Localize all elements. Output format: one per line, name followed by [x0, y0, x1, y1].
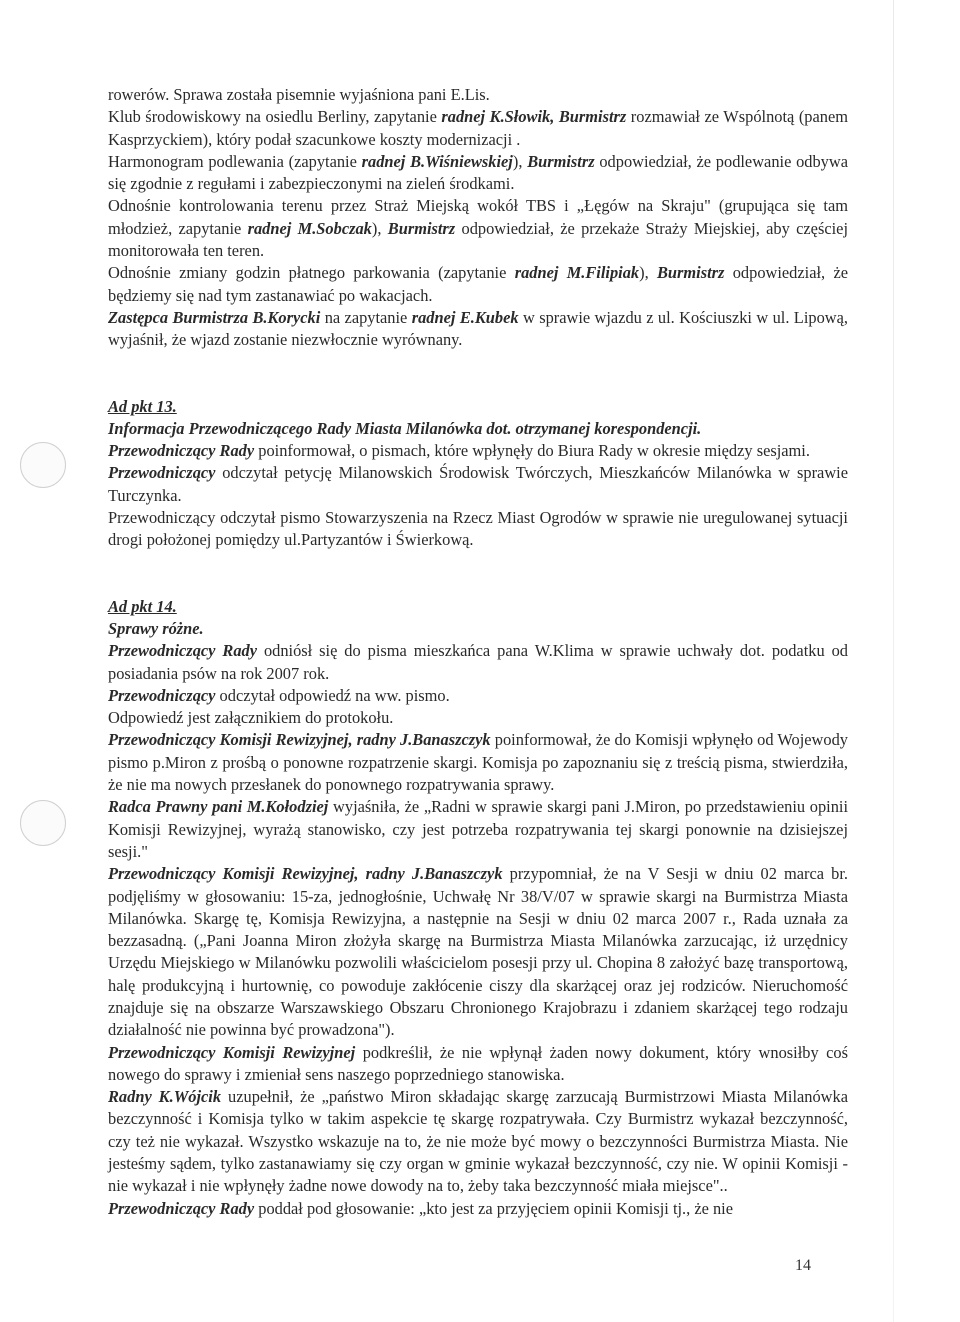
paragraph: Przewodniczący Rady odniósł się do pisma mieszkańca pana W.Klima w sprawie uchwały dot. podatku od posiadania psów na rok 2007 rok.: [108, 641, 848, 683]
paragraph: Przewodniczący Rady poinformował, o pismach, które wpłynęły do Biura Rady w okresie między sesjami.: [108, 441, 810, 461]
paragraph: Klub środowiskowy na osiedlu Berliny, zapytanie radnej K.Słowik, Burmistrz rozmawiał ze Wspólnotą (panem Kasprzyckiem), który podał szacunkowe koszty modernizacji .: [108, 107, 848, 149]
paragraph: Przewodniczący Komisji Rewizyjnej, radny J.Banaszczyk poinformował, że do Komisji wpłynęło od Wojewody pismo p.Miron z prośbą o ponowne rozpatrzenie skargi. Komisja po zapoznaniu się z treścią pisma, stwierdziła, że nie ma nowych przesłanek do ponownego rozpatrywania sprawy.: [108, 730, 848, 795]
paragraph: Zastępca Burmistrza B.Korycki na zapytanie radnej E.Kubek w sprawie wjazdu z ul. Kościuszki w ul. Lipową, wyjaśnił, że wjazd zostanie niezwłocznie wyrównany.: [108, 307, 848, 350]
paragraph: Radny K.Wójcik uzupełnił, że „państwo Miron składając skargę zarzucają Burmistrzowi Miasta Milanówka bezczynność i Komisja tylko w takim aspekcie tę skargę rozpatrywała. Czy Burmistrz wykazał bezczynność, czy też nie wykazał. Wszystko wskazuje na to, że nie może być mowy o bezczynności Burmistrza Miasta. Nie jesteśmy sądem, tylko zastanawiamy się czy organ w gminie wykazał bezczynność, czy nie. W opinii Komisji - nie wykazał i nie wpłynęły żadne nowe dowody na to, żeby taka bezczynność miała miejsce"..: [108, 1087, 848, 1196]
section-title: Sprawy różne.: [108, 618, 204, 638]
paragraph: Odpowiedź jest załącznikiem do protokołu.: [108, 708, 394, 728]
section-heading: Ad pkt 13.: [108, 396, 177, 416]
document-body: [108, 84, 848, 1220]
paragraph: rowerów. Sprawa została pisemnie wyjaśniona pani E.Lis.: [108, 85, 490, 104]
paragraph: Przewodniczący Komisji Rewizyjnej podkreślił, że nie wpłynął żaden nowy dokument, który wnosiłby coś nowego do sprawy i zmieniał sens naszego poprzedniego stanowiska.: [108, 1042, 848, 1084]
section-title: Informacja Przewodniczącego Rady Miasta Milanówka dot. otrzymanej korespondencji.: [108, 418, 702, 438]
paragraph: Przewodniczący odczytał petycję Milanowskich Środowisk Twórczych, Mieszkańców Milanówka w sprawie Turczynka.: [108, 463, 848, 505]
paragraph: Przewodniczący Komisji Rewizyjnej, radny J.Banaszczyk przypomniał, że na V Sesji w dniu 02 marca br. podjęliśmy w głosowaniu: 15-za, jednogłośnie, Uchwałę Nr 38/V/07 w sprawie skargi na Burmistrza Miasta Milanówka. Skargę tę, Komisja Rewizyjna, a następnie na Sesji w dniu 02 marca 2007 r., Rada uznała za bezzasadną. („Pani Joanna Miron złożyła skargę na Burmistrza Miasta Milanówka zarzucając, iż urzędnicy Urzędu Miejskiego w Milanówku pozwolili właścicielom posesji przy ul. Chopina 8 założyć bazę transportową, halę produkcyjną i hurtownię, co powoduje zakłócenie ciszy dla skarżącej oraz jej rodziców. Nieruchomość znajduje się na obszarze Warszawskiego Obszaru Chronionego Krajobrazu i zdaniem skarżącej tego rodzaju działalność nie powinna być prowadzona").: [108, 864, 848, 1040]
paragraph: Harmonogram podlewania (zapytanie radnej B.Wiśniewskiej), Burmistrz odpowiedział, że podlewanie odbywa się zgodnie z regułami i zabezpieczonymi na zieleń środkami.: [108, 151, 848, 194]
paragraph: Przewodniczący odczytał pismo Stowarzyszenia na Rzecz Miast Ogrodów w sprawie nie uregulowanej sytuacji drogi położonej pomiędzy ul.Partyzantów i Świerkową.: [108, 508, 848, 550]
paragraph: Odnośnie zmiany godzin płatnego parkowania (zapytanie radnej M.Filipiak), Burmistrz odpowiedział, że będziemy się nad tym zastanawiać po wakacjach.: [108, 263, 848, 305]
punch-hole: [20, 800, 66, 846]
paragraph: Radca Prawny pani M.Kołodziej wyjaśniła, że „Radni w sprawie skargi pani J.Miron, po przedstawieniu opinii Komisji Rewizyjnej, wyrażą stanowisko, czy jest potrzeba rozpatrywania tej skargi ponownie na dzisiejszej sesji.": [108, 797, 849, 861]
paragraph: Odnośnie kontrolowania terenu przez Straż Miejską wokół TBS i „Łęgów na Skraju" (grupująca się tam młodzież, zapytanie radnej M.Sobczak), Burmistrz odpowiedział, że przekaże Straży Miejskiej, aby częściej monitorowała ten teren.: [108, 196, 848, 261]
paragraph: Przewodniczący odczytał odpowiedź na ww. pismo.: [108, 685, 450, 705]
section-heading: Ad pkt 14.: [108, 596, 177, 616]
punch-hole: [20, 442, 66, 488]
paragraph: Przewodniczący Rady poddał pod głosowanie: „kto jest za przyjęciem opinii Komisji tj., że nie: [108, 1198, 734, 1218]
section-gap: [108, 352, 848, 396]
page-number: 14: [795, 1257, 811, 1274]
section-gap: [108, 552, 848, 596]
page-edge-shadow: [893, 0, 894, 1322]
